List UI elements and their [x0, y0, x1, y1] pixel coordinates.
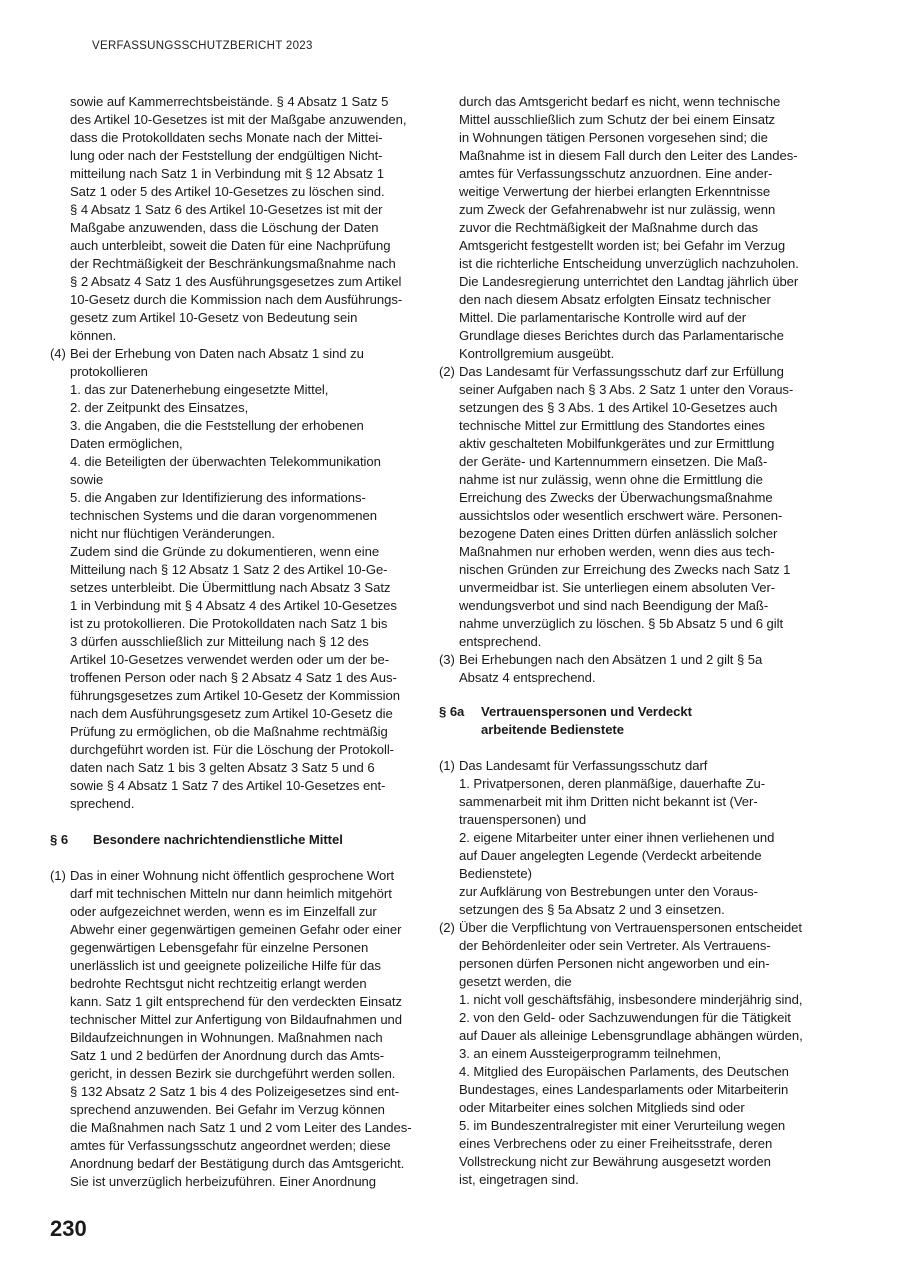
text-line: Sie ist unverzüglich herbeizuführen. Einer Anordnung	[70, 1174, 377, 1189]
text-line: Artikel 10-Gesetzes verwendet werden oder um der be-	[70, 652, 390, 667]
text-line: personen dürfen Personen nicht angeworben und ein-	[459, 956, 770, 971]
text-line: nicht nur flüchtigen Veränderungen.	[70, 526, 275, 541]
section-number: § 6	[50, 832, 69, 847]
text-line: arbeitende Bedienstete	[481, 722, 624, 737]
paragraph-number: (3)	[439, 652, 455, 667]
paragraph-text	[459, 919, 815, 1189]
text-line: auf Dauer angelegten Legende (Verdeckt arbeitende	[459, 848, 762, 863]
text-line: darf mit technischen Mitteln nur dann heimlich mitgehört	[70, 886, 392, 901]
text-line: 10-Gesetz durch die Kommission nach dem Ausführungs-	[70, 292, 403, 307]
paragraph-text	[459, 651, 815, 687]
text-line: § 2 Absatz 4 Satz 1 des Ausführungsgesetzes zum Artikel	[70, 274, 402, 289]
paragraph-4	[50, 345, 442, 813]
text-line: Prüfung zu ermöglichen, ob die Maßnahme rechtmäßig	[70, 724, 388, 739]
text-line: 1. nicht voll geschäftsfähig, insbesondere minderjährig sind,	[459, 992, 803, 1007]
paragraph-text	[459, 363, 815, 651]
section-title: Besondere nachrichtendienstliche Mittel	[93, 832, 343, 847]
text-line: Bundestages, eines Landesparlaments oder Mitarbeiterin	[459, 1082, 789, 1097]
paragraph-number: (4)	[50, 346, 66, 361]
text-line: sowie § 4 Absatz 1 Satz 7 des Artikel 10-Gesetzes ent-	[70, 778, 386, 793]
text-line: Anordnung bedarf der Bestätigung durch das Amtsgericht.	[70, 1156, 405, 1171]
text-line: gegenwärtigen Lebensgefahr für einzelne Personen	[70, 940, 369, 955]
text-line: zuvor die Rechtmäßigkeit der Maßnahme durch das	[459, 220, 758, 235]
text-line: Abwehr einer gegenwärtigen gemeinen Gefahr oder einer	[70, 922, 402, 937]
text-line: nahme ist nur zulässig, wenn ohne die Ermittlung die	[459, 472, 763, 487]
text-line: Mitteilung nach § 12 Absatz 1 Satz 2 des Artikel 10-Ge-	[70, 562, 388, 577]
section-heading-6	[50, 831, 442, 849]
paragraph-number: (2)	[439, 364, 455, 379]
text-line: sprechend anzuwenden. Bei Gefahr im Verzug können	[70, 1102, 385, 1117]
text-line: führungsgesetzes zum Artikel 10-Gesetz der Kommission	[70, 688, 400, 703]
section-6a-paragraph-2	[439, 919, 815, 1189]
text-line: nischen Gründen zur Erreichung des Zwecks nach Satz 1	[459, 562, 791, 577]
text-line: Daten ermöglichen,	[70, 436, 183, 451]
text-line: nahme unverzüglich zu löschen. § 5b Absatz 5 und 6 gilt	[459, 616, 784, 631]
text-line: sammenarbeit mit ihm Dritten nicht bekannt ist (Ver-	[459, 794, 758, 809]
text-line: Vertrauenspersonen und Verdeckt	[481, 704, 692, 719]
text-line: auf Dauer als alleinige Lebensgrundlage abhängen würden,	[459, 1028, 803, 1043]
text-line: auch unterbleibt, soweit die Daten für eine Nachprüfung	[70, 238, 391, 253]
text-line: Erreichung des Zwecks der Überwachungsmaßnahme	[459, 490, 773, 505]
text-line: können.	[70, 328, 117, 343]
text-line: bedrohte Rechtsgut nicht rechtzeitig erlangt werden	[70, 976, 367, 991]
continued-paragraph	[50, 93, 442, 345]
text-line: entsprechend.	[459, 634, 542, 649]
text-line: setzungen des § 3 Abs. 1 des Artikel 10-Gesetzes auch	[459, 400, 778, 415]
text-line: technischer Mittel zur Anfertigung von Bildaufnahmen und	[70, 1012, 403, 1027]
text-line: ist, eingetragen sind.	[459, 1172, 579, 1187]
text-line: Vollstreckung nicht zur Bewährung ausgesetzt worden	[459, 1154, 771, 1169]
text-line: durchgeführt worden ist. Für die Löschung der Protokoll-	[70, 742, 394, 757]
text-line: Mittel. Die parlamentarische Kontrolle wird auf der	[459, 310, 747, 325]
text-line: troffenen Person oder nach § 2 Absatz 4 Satz 1 des Aus-	[70, 670, 397, 685]
text-line: der Behördenleiter oder sein Vertreter. Als Vertrauens-	[459, 938, 771, 953]
page-number: 230	[50, 1216, 87, 1241]
text-line: durch das Amtsgericht bedarf es nicht, wenn technische	[459, 94, 781, 109]
text-line: 2. eigene Mitarbeiter unter einer ihnen verliehenen und	[459, 830, 775, 845]
text-line: nach dem Ausführungsgesetz zum Artikel 10-Gesetz die	[70, 706, 393, 721]
section-6-paragraph-3	[439, 651, 815, 687]
text-line: Satz 1 oder 5 des Artikel 10-Gesetzes zu löschen sind.	[70, 184, 385, 199]
text-line: 4. Mitglied des Europäischen Parlaments, des Deutschen	[459, 1064, 789, 1079]
section-number: § 6a	[439, 704, 465, 719]
text-line: sowie	[70, 472, 104, 487]
section-6a-paragraph-1	[439, 757, 815, 919]
text-line: den nach diesem Absatz erfolgten Einsatz technischer	[459, 292, 771, 307]
text-line: oder aufgezeichnet werden, wenn es im Einzelfall zur	[70, 904, 377, 919]
continued-paragraph	[439, 93, 815, 363]
text-line: Das in einer Wohnung nicht öffentlich gesprochene Wort	[70, 868, 395, 883]
text-line: 3. an einem Aussteigerprogramm teilnehmen,	[459, 1046, 722, 1061]
text-line: 1. Privatpersonen, deren planmäßige, dauerhafte Zu-	[459, 776, 766, 791]
paragraph-text	[70, 345, 442, 813]
text-line: aktiv geschalteten Mobilfunkgerätes und zur Ermittlung	[459, 436, 775, 451]
text-line: 3 dürfen ausschließlich zur Mitteilung nach § 12 des	[70, 634, 369, 649]
paragraph-number: (2)	[439, 920, 455, 935]
text-line: sprechend.	[70, 796, 135, 811]
text-line: gericht, in dessen Bezirk sie durchgeführt werden sollen.	[70, 1066, 396, 1081]
text-line: daten nach Satz 1 bis 3 gelten Absatz 3 Satz 5 und 6	[70, 760, 375, 775]
text-line: aussichtslos oder wesentlich erschwert wäre. Personen-	[459, 508, 783, 523]
text-line: Mittel ausschließlich zum Schutz der bei einem Einsatz	[459, 112, 776, 127]
text-line: oder Mitarbeiter eines solchen Mitglieds sind oder	[459, 1100, 745, 1115]
paragraph-number: (1)	[50, 868, 66, 883]
text-line: 1 in Verbindung mit § 4 Absatz 4 des Artikel 10-Gesetzes	[70, 598, 397, 613]
paragraph-number: (1)	[439, 758, 455, 773]
text-line: in Wohnungen tätigen Personen vorgesehen sind; die	[459, 130, 768, 145]
text-line: Die Landesregierung unterrichtet den Landtag jährlich über	[459, 274, 799, 289]
text-line: § 4 Absatz 1 Satz 6 des Artikel 10-Gesetzes ist mit der	[70, 202, 383, 217]
text-line: Zudem sind die Gründe zu dokumentieren, wenn eine	[70, 544, 380, 559]
text-line: zur Aufklärung von Bestrebungen unter den Voraus-	[459, 884, 758, 899]
text-line: Bei der Erhebung von Daten nach Absatz 1 sind zu	[70, 346, 364, 361]
text-line: unvermeidbar ist. Sie unterliegen einem absoluten Ver-	[459, 580, 776, 595]
text-line: § 132 Absatz 2 Satz 1 bis 4 des Polizeigesetzes sind ent-	[70, 1084, 400, 1099]
text-line: wendungsverbot und sind nach Beendigung der Maß-	[459, 598, 769, 613]
text-line: seiner Aufgaben nach § 3 Abs. 2 Satz 1 unter den Voraus-	[459, 382, 794, 397]
left-column	[50, 93, 442, 1191]
running-header: VERFASSUNGSSCHUTZBERICHT 2023	[92, 40, 313, 52]
text-line: bezogene Daten eines Dritten dürfen anlässlich solcher	[459, 526, 778, 541]
text-line: weitige Verwertung der hierbei erlangten Erkenntnisse	[459, 184, 771, 199]
text-line: trauenspersonen) und	[459, 812, 587, 827]
text-line: 3. die Angaben, die die Feststellung der erhobenen	[70, 418, 364, 433]
text-line: unerlässlich ist und geeignete polizeiliche Hilfe für das	[70, 958, 381, 973]
text-line: Maßgabe anzuwenden, dass die Löschung der Daten	[70, 220, 379, 235]
text-line: gesetz zum Artikel 10-Gesetz von Bedeutung sein	[70, 310, 358, 325]
text-line: des Artikel 10-Gesetzes ist mit der Maßgabe anzuwenden,	[70, 112, 407, 127]
text-line: 2. von den Geld- oder Sachzuwendungen für die Tätigkeit	[459, 1010, 791, 1025]
text-line: der Rechtmäßigkeit der Beschränkungsmaßnahme nach	[70, 256, 396, 271]
text-line: Bedienstete)	[459, 866, 532, 881]
text-line: Kontrollgremium ausgeübt.	[459, 346, 615, 361]
text-line: der Geräte- und Kartennummern einsetzen. Die Maß-	[459, 454, 768, 469]
paragraph-text	[459, 757, 815, 919]
section-heading-6a	[439, 703, 815, 739]
text-line: Maßnahmen nur erhoben werden, wenn dies aus tech-	[459, 544, 775, 559]
text-line: Das Landesamt für Verfassungsschutz darf zur Erfüllung	[459, 364, 784, 379]
paragraph-text	[70, 867, 442, 1191]
text-line: lung oder nach der Feststellung der endgültigen Nicht-	[70, 148, 383, 163]
text-line: Amtsgericht festgestellt worden ist; bei Gefahr im Verzug	[459, 238, 786, 253]
text-line: Bildaufzeichnungen in Wohnungen. Maßnahmen nach	[70, 1030, 383, 1045]
text-line: 1. das zur Datenerhebung eingesetzte Mittel,	[70, 382, 329, 397]
section-title	[481, 703, 815, 739]
text-line: amtes für Verfassungsschutz angeordnet werden; diese	[70, 1138, 391, 1153]
text-line: zum Zweck der Gefahrenabwehr ist nur zulässig, wenn	[459, 202, 776, 217]
text-line: dass die Protokolldaten sechs Monate nach der Mittei-	[70, 130, 383, 145]
text-line: ist die richterliche Entscheidung unverzüglich nachzuholen.	[459, 256, 799, 271]
text-line: kann. Satz 1 gilt entsprechend für den verdeckten Einsatz	[70, 994, 402, 1009]
text-line: gesetzt werden, die	[459, 974, 572, 989]
text-line: Satz 1 und 2 bedürfen der Anordnung durch das Amts-	[70, 1048, 385, 1063]
text-line: Grundlage dieses Berichtes durch das Parlamentarische	[459, 328, 784, 343]
text-line: sowie auf Kammerrechtsbeistände. § 4 Absatz 1 Satz 5	[70, 94, 389, 109]
right-column	[439, 93, 815, 1189]
text-line: technische Mittel zur Ermittlung des Standortes eines	[459, 418, 765, 433]
text-line: Absatz 4 entsprechend.	[459, 670, 596, 685]
text-line: ist zu protokollieren. Die Protokolldaten nach Satz 1 bis	[70, 616, 388, 631]
text-line: 2. der Zeitpunkt des Einsatzes,	[70, 400, 249, 415]
text-line: Über die Verpflichtung von Vertrauenspersonen entscheidet	[459, 920, 802, 935]
text-line: setzungen des § 5a Absatz 2 und 3 einsetzen.	[459, 902, 725, 917]
section-6-paragraph-2	[439, 363, 815, 651]
text-line: eines Verbrechens oder zu einer Freiheitsstrafe, deren	[459, 1136, 773, 1151]
text-line: protokollieren	[70, 364, 148, 379]
text-line: 5. die Angaben zur Identifizierung des informations-	[70, 490, 366, 505]
text-line: 4. die Beteiligten der überwachten Telekommunikation	[70, 454, 381, 469]
text-line: 5. im Bundeszentralregister mit einer Verurteilung wegen	[459, 1118, 786, 1133]
text-line: amtes für Verfassungsschutz anzuordnen. Eine ander-	[459, 166, 773, 181]
text-line: mitteilung nach Satz 1 in Verbindung mit § 12 Absatz 1	[70, 166, 384, 181]
text-line: Bei Erhebungen nach den Absätzen 1 und 2 gilt § 5a	[459, 652, 763, 667]
text-line: die Maßnahmen nach Satz 1 und 2 vom Leiter des Landes-	[70, 1120, 412, 1135]
text-line: setzes unterbleibt. Die Übermittlung nach Absatz 3 Satz	[70, 580, 391, 595]
text-line: Das Landesamt für Verfassungsschutz darf	[459, 758, 708, 773]
section-6-paragraph-1	[50, 867, 442, 1191]
text-line: technischen Systems und die daran vorgenommenen	[70, 508, 377, 523]
text-line: Maßnahme ist in diesem Fall durch den Leiter des Landes-	[459, 148, 798, 163]
